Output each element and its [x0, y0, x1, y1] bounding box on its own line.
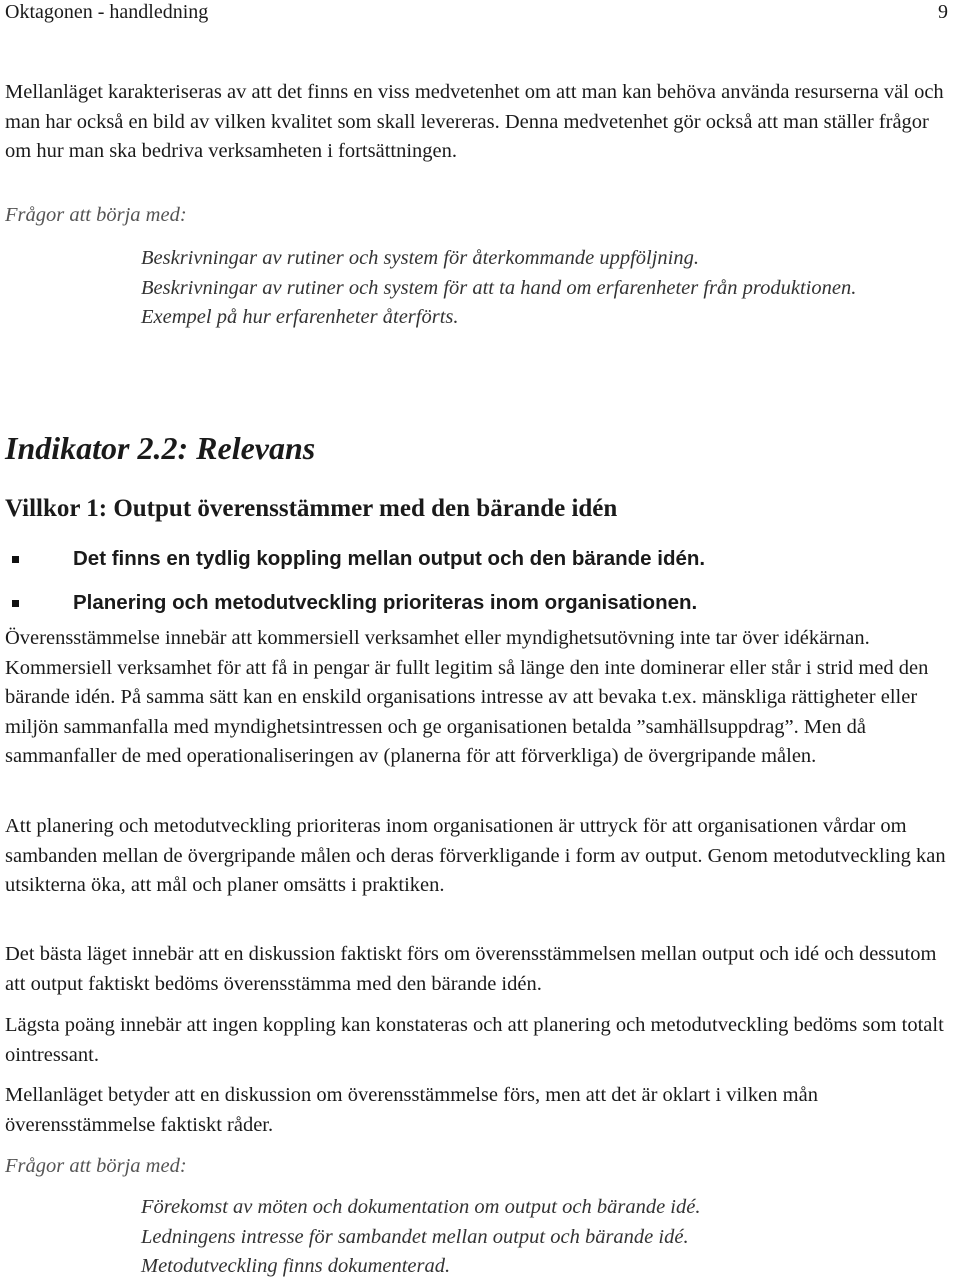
criteria-list — [12, 537, 705, 625]
square-bullet-icon — [12, 600, 19, 607]
question-item: Förekomst av möten och dokumentation om output och bärande idé. — [141, 1196, 701, 1218]
body-paragraph: Överensstämmelse innebär att kommersiell verksamhet eller myndighetsutövning inte tar över idékärnan. Kommersiell verksamhet för att få in pengar är fullt legitim så länge den inte dominerar eller står i strid med den bärande idén. På samma sätt kan en enskild organisations intresse av att bevaka t.ex. mänskliga rättigheter eller miljön sammanfalla med myndighetsintressen och ge organisationen betalda ”samhällsuppdrag”. Men då sammanfaller de med operationaliseringen av (planerna för att förverkliga) de övergripande målen. — [5, 627, 929, 767]
condition-heading: Villkor 1: Output överensstämmer med den bärande idén — [5, 495, 618, 522]
question-list — [141, 1193, 941, 1282]
intro-paragraph: Mellanläget karakteriseras av att det finns en viss medvetenhet om att man kan behöva använda resurserna väl och man har också en bild av vilken kvalitet som skall levereras. Denna medvetenhet gör också att man ställer frågor om hur man ska bedriva verksamheten i fortsättningen. — [5, 81, 944, 162]
criteria-item — [12, 581, 705, 625]
criteria-item — [12, 537, 705, 581]
question-list — [141, 244, 941, 333]
criteria-text: Planering och metodutveckling prioriteras inom organisationen. — [73, 591, 698, 614]
square-bullet-icon — [12, 556, 19, 563]
indicator-heading: Indikator 2.2: Relevans — [5, 430, 316, 466]
question-item: Ledningens intresse för sambandet mellan output och bärande idé. — [141, 1225, 689, 1248]
questions-label: Frågor att börja med: — [5, 204, 187, 226]
running-header — [5, 0, 948, 24]
questions-label: Frågor att börja med: — [5, 1155, 187, 1177]
document-title: Oktagonen - handledning — [5, 1, 209, 23]
page-number: 9 — [938, 1, 948, 23]
question-item: Beskrivningar av rutiner och system för att ta hand om erfarenheter från produktionen. — [141, 276, 857, 299]
body-paragraph: Lägsta poäng innebär att ingen koppling kan konstateras och att planering och metodutveckling bedöms som totalt ointressant. — [5, 1014, 944, 1066]
body-paragraph: Det bästa läget innebär att en diskussion faktiskt förs om överensstämmelsen mellan output och idé och dessutom att output faktiskt bedöms överensstämma med den bärande idén. — [5, 943, 937, 995]
question-item: Beskrivningar av rutiner och system för återkommande uppföljning. — [141, 247, 699, 269]
criteria-text: Det finns en tydlig koppling mellan output och den bärande idén. — [73, 547, 706, 570]
question-item: Exempel på hur erfarenheter återförts. — [141, 306, 459, 328]
body-paragraph: Mellanläget betyder att en diskussion om överensstämmelse förs, men att det är oklart i vilken mån överensstämmelse faktiskt råder. — [5, 1084, 818, 1136]
question-item: Metodutveckling finns dokumenterad. — [141, 1255, 451, 1277]
body-paragraph: Att planering och metodutveckling prioriteras inom organisationen är uttryck för att organisationen vårdar om sambanden mellan de övergripande målen och deras förverkligande i form av output. Genom metodutveckling kan utsikterna öka, att mål och planer omsätts i praktiken. — [5, 815, 946, 896]
